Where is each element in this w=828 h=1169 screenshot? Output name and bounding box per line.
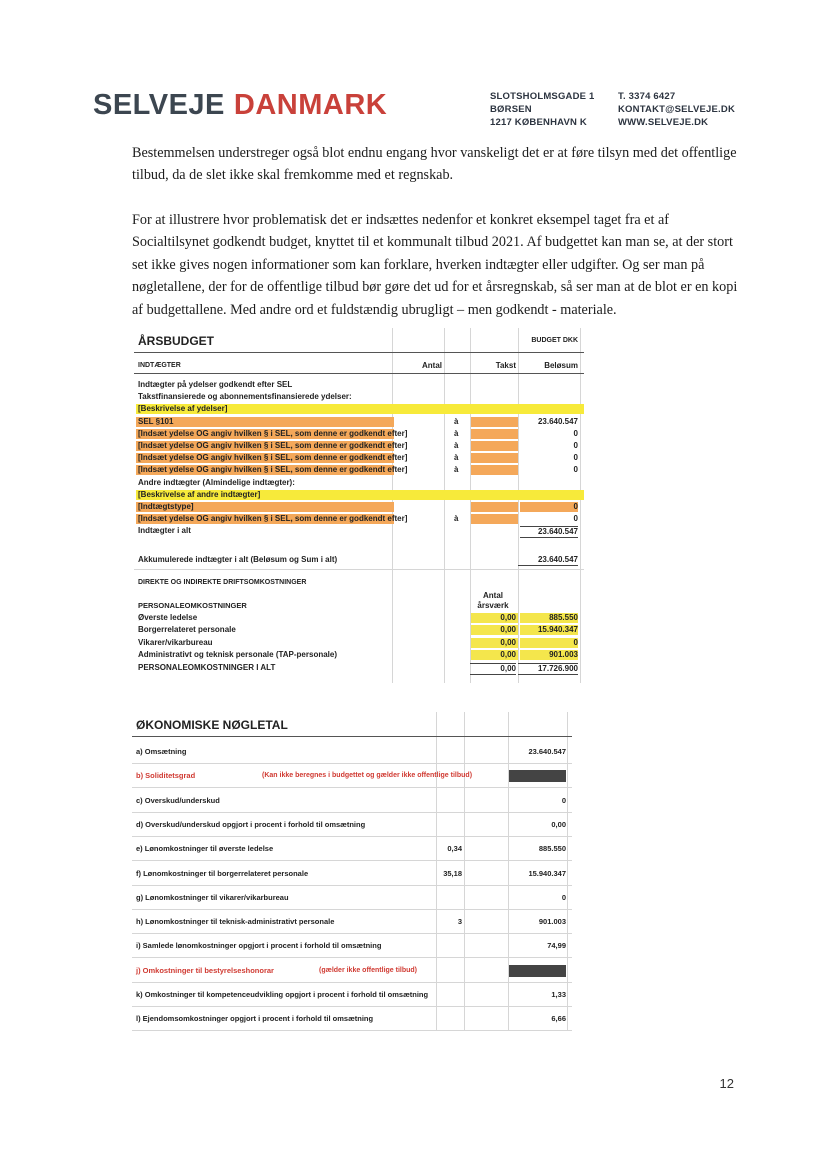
- budget-row: [134, 429, 584, 439]
- keyfigure-row: [132, 989, 572, 1001]
- takst-fill: [471, 514, 518, 524]
- staff-row-label: Borgerrelateret personale: [138, 625, 236, 635]
- budget-row: [134, 404, 584, 414]
- budget-row: [134, 478, 584, 488]
- keyfigure-label: k) Omkostninger til kompetenceudvikling opgjort i procent i forhold til omsætning: [136, 990, 429, 999]
- staff-row-label: Administrativt og teknisk personale (TAP-personale): [138, 649, 338, 659]
- budget-row-value: 0: [573, 428, 578, 438]
- keyfigure-label: i) Samlede lønomkostninger opgjort i procent i forhold til omsætning: [136, 941, 382, 951]
- budget-row-a: à: [454, 441, 459, 450]
- staff-row-label: Vikarer/vikarbureau: [138, 637, 213, 647]
- keyfigure-row: [132, 843, 572, 855]
- staff-total-label: PERSONALEOMKOSTNINGER I ALT: [138, 663, 276, 672]
- keyfigures-title: ØKONOMISKE NØGLETAL: [136, 718, 288, 732]
- budget-row-label: [Indsæt ydelse OG angiv hvilken § i SEL, som denne er godkendt efter]: [138, 465, 408, 475]
- budget-row: [134, 514, 584, 524]
- keyfigure-row: [132, 819, 572, 831]
- staff-total-fte: 0,00: [470, 663, 516, 675]
- budget-row-value: 0: [573, 514, 578, 524]
- keyfigure-note: (Kan ikke beregnes i budgettet og gælder ikke offentlige tilbud): [262, 772, 473, 780]
- keyfigure-value: 901.003: [538, 917, 566, 927]
- budget-row: [134, 441, 584, 451]
- staff-row-fte: 0,00: [471, 613, 518, 623]
- budget-row-value: 0: [573, 453, 578, 463]
- budget-title: ÅRSBUDGET: [138, 334, 215, 348]
- budget-row-value: 0: [573, 441, 578, 450]
- staff-row: [134, 638, 584, 648]
- budget-row: [134, 526, 584, 536]
- budget-row: [134, 453, 584, 463]
- budget-row: [134, 490, 584, 500]
- staff-row: [134, 625, 584, 635]
- staff-row-fte: 0,00: [471, 625, 518, 635]
- budget-row: [134, 465, 584, 475]
- keyfigure-row: [132, 965, 572, 977]
- budget-row-label: [Indsæt ydelse OG angiv hvilken § i SEL, som denne er godkendt efter]: [138, 514, 408, 524]
- logo: [93, 88, 387, 122]
- website: WWW.SELVEJE.DK: [618, 117, 709, 128]
- budget-row-a: à: [454, 465, 459, 475]
- address-block: [490, 90, 595, 129]
- budget-row: [134, 417, 584, 427]
- budget-col-header: BUDGET DKK: [531, 337, 578, 344]
- address-line: 1217 KØBENHAVN K: [490, 117, 587, 128]
- keyfigure-row: [132, 916, 572, 928]
- keyfigure-label: h) Lønomkostninger til teknisk-administrativt personale: [136, 917, 335, 927]
- beloeb-header: Beløsum: [544, 361, 578, 370]
- takst-fill: [471, 441, 518, 451]
- keyfigure-value: 0,00: [551, 819, 566, 829]
- keyfigure-value: 1,33: [551, 990, 566, 999]
- logo-part2: DANMARK: [233, 89, 388, 121]
- staff-row-fte: 0,00: [471, 650, 518, 660]
- budget-row-label: [Beskrivelse af andre indtægter]: [136, 490, 584, 500]
- budget-row-value: 23.640.547: [520, 526, 578, 538]
- staff-row-value: 885.550: [520, 613, 578, 623]
- keyfigure-label: c) Overskud/underskud: [136, 795, 220, 805]
- staff-row: [134, 650, 584, 660]
- budget-table: [134, 328, 584, 688]
- budget-row-label: Indtægter på ydelser godkendt efter SEL: [138, 380, 293, 389]
- keyfigure-row: [132, 940, 572, 952]
- budget-row-a: à: [454, 428, 459, 438]
- costs-header: DIREKTE OG INDIREKTE DRIFTSOMKOSTNINGER: [138, 579, 307, 586]
- keyfigure-note: (gælder ikke offentlige tilbud): [319, 966, 418, 974]
- income-header: INDTÆGTER: [138, 362, 181, 369]
- budget-row-label: SEL §101: [136, 417, 394, 427]
- takst-fill: [471, 465, 518, 475]
- keyfigure-label: g) Lønomkostninger til vikarer/vikarbureau: [136, 892, 289, 902]
- budget-row-label: Indtægter i alt: [138, 526, 191, 536]
- email: KONTAKT@SELVEJE.DK: [618, 104, 736, 115]
- contact-block: [618, 90, 735, 129]
- keyfigure-label: l) Ejendomsomkostninger opgjort i procent i forhold til omsætning: [136, 1014, 374, 1024]
- takst-fill: [471, 429, 518, 439]
- address-line: BØRSEN: [490, 104, 532, 115]
- budget-row-label: [Indsæt ydelse OG angiv hvilken § i SEL, som denne er godkendt efter]: [138, 428, 408, 438]
- logo-part1: SELVEJE: [93, 89, 225, 121]
- budget-row-label: [Beskrivelse af ydelser]: [136, 404, 584, 414]
- budget-row-a: à: [454, 416, 459, 426]
- staff-row-value: 901.003: [520, 650, 578, 660]
- budget-row-value: 0: [573, 465, 578, 475]
- keyfigure-blank: [509, 965, 566, 977]
- takst-fill: [471, 417, 518, 427]
- budget-row-label: Takstfinansierede og abonnementsfinansierede ydelser:: [138, 392, 352, 402]
- staff-header: PERSONALEOMKOSTNINGER: [138, 601, 247, 610]
- keyfigure-mid: 3: [457, 917, 462, 927]
- keyfigure-row: [132, 1013, 572, 1025]
- keyfigure-label: d) Overskud/underskud opgjort i procent i forhold til omsætning: [136, 819, 366, 829]
- budget-row: [134, 392, 584, 402]
- accumulated-label: Akkumulerede indtægter i alt (Beløsum og Sum i alt): [138, 555, 338, 564]
- address-line: SLOTSHOLMSGADE 1: [490, 91, 595, 102]
- accumulated-value: 23.640.547: [518, 555, 578, 566]
- staff-row-fte: 0,00: [471, 638, 518, 648]
- budget-row-label: [Indsæt ydelse OG angiv hvilken § i SEL, som denne er godkendt efter]: [138, 453, 408, 463]
- budget-row: [134, 380, 584, 390]
- budget-row-a: à: [454, 453, 459, 463]
- keyfigure-value: 23.640.547: [528, 747, 566, 756]
- keyfigure-value: 74,99: [547, 941, 566, 951]
- paragraph-1: Bestemmelsen understreger også blot endnu engang hvor vanskeligt det er at føre tilsyn med det offentlige tilbud, da de slet ikke skal fremkomme med et regnskab.: [132, 145, 737, 184]
- keyfigure-value: 0: [561, 892, 566, 902]
- antal-aarsvaerk-1: Antal: [483, 591, 503, 600]
- takst-header: Takst: [495, 361, 516, 370]
- budget-row-value: 23.640.547: [537, 416, 578, 426]
- keyfigure-label: b) Soliditetsgrad: [136, 771, 196, 781]
- keyfigures-table: [132, 712, 572, 1032]
- budget-row-value: 0: [520, 502, 578, 512]
- staff-row-value: 15.940.347: [520, 625, 578, 635]
- staff-total-value: 17.726.900: [518, 663, 578, 675]
- paragraph-2: For at illustrere hvor problematisk det er indsættes nedenfor et konkret eksempel taget fra et af Socialtilsynet godkendt budget, knyttet til et kommunalt tilbud 2021. Af budgettet kan man se, at der stort set ikke gives nogen informationer som kan forklare, hverken indtægter eller udgifter. Og ser man på nøgletallene, der for de offentlige tilbud bør gøre det ud for et årsregnskab, så ser man at de blot er en kopi af budgettallene. Med andre ord et fuldstændig ubrugligt – men godkendt - materiale.: [132, 212, 738, 318]
- keyfigure-value: 885.550: [538, 844, 566, 854]
- keyfigure-value: 15.940.347: [528, 868, 566, 878]
- staff-row: [134, 613, 584, 623]
- keyfigure-row: [132, 892, 572, 904]
- antal-aarsvaerk-2: årsværk: [477, 601, 509, 610]
- budget-row-label: [Indtægtstype]: [136, 502, 394, 512]
- takst-fill: [471, 453, 518, 463]
- keyfigure-mid: 0,34: [447, 844, 462, 854]
- keyfigure-value: 6,66: [551, 1014, 566, 1024]
- keyfigure-blank: [509, 770, 566, 782]
- staff-row-value: 0: [520, 638, 578, 648]
- keyfigure-label: a) Omsætning: [136, 747, 187, 756]
- budget-row: [134, 502, 584, 512]
- keyfigure-label: f) Lønomkostninger til borgerrelateret personale: [136, 868, 309, 878]
- keyfigure-row: [132, 868, 572, 880]
- keyfigure-mid: 35,18: [443, 868, 462, 878]
- budget-row-a: à: [454, 514, 459, 524]
- keyfigure-row: [132, 795, 572, 807]
- budget-row-label: [Indsæt ydelse OG angiv hvilken § i SEL, som denne er godkendt efter]: [138, 441, 408, 450]
- keyfigure-row: [132, 746, 572, 758]
- keyfigure-label: e) Lønomkostninger til øverste ledelse: [136, 844, 274, 854]
- budget-row-label: Andre indtægter (Almindelige indtægter):: [138, 477, 295, 487]
- phone: T. 3374 6427: [618, 91, 676, 102]
- keyfigure-label: j) Omkostninger til bestyrelseshonorar: [136, 965, 274, 975]
- antal-header: Antal: [422, 361, 442, 370]
- staff-row-label: Øverste ledelse: [138, 613, 198, 622]
- keyfigure-value: 0: [561, 795, 566, 805]
- takst-fill: [471, 502, 518, 512]
- keyfigure-row: [132, 770, 572, 782]
- page-number: 12: [719, 1076, 734, 1091]
